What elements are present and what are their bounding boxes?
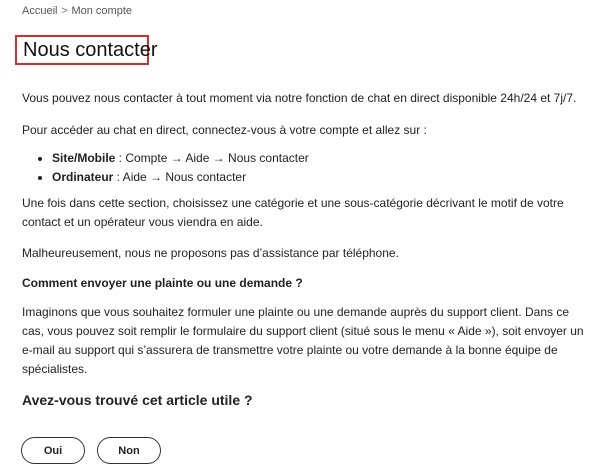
paragraph-category: Une fois dans cette section, choisissez une catégorie et une sous-catégorie décrivant le motif de votre contact et un opérateur vous viendra en aide.: [22, 196, 564, 229]
list-item: [36, 149, 309, 168]
list-item-text: : Aide → Nous contacter: [113, 170, 247, 184]
chevron-right-icon: >: [61, 5, 68, 17]
breadcrumb-current-link[interactable]: Mon compte: [71, 5, 132, 17]
feedback-no-button[interactable]: Non: [97, 437, 161, 464]
breadcrumb: [22, 5, 132, 17]
section-heading-complaint: Comment envoyer une plainte ou une demande ?: [22, 276, 303, 290]
paragraph-no-phone: Malheureusement, nous ne proposons pas d’assistance par téléphone.: [22, 246, 399, 260]
feedback-yes-button[interactable]: Oui: [21, 437, 85, 464]
list-item-label: Ordinateur: [52, 170, 114, 184]
list-item: [36, 168, 309, 187]
list-item-label: Site/Mobile: [52, 151, 116, 165]
paragraph-access-chat: Pour accéder au chat en direct, connectez-vous à votre compte et allez sur :: [22, 123, 427, 137]
paragraph-complaint: Imaginons que vous souhaitez formuler une plainte ou une demande auprès du support client. Dans ce cas, vous pouvez soit remplir le formulaire du support client (situé sous le menu « Aide »), soit envoyer un e-mail au support qui s’assurera de transmettre votre plainte ou votre demande à la bonne équipe de spécialistes.: [22, 305, 584, 376]
breadcrumb-home-link[interactable]: Accueil: [22, 5, 58, 17]
paragraph-live-chat: Vous pouvez nous contacter à tout moment via notre fonction de chat en direct disponible 24h/24 et 7j/7.: [22, 91, 577, 105]
page-title: Nous contacter: [23, 39, 158, 61]
feedback-question: Avez-vous trouvé cet article utile ?: [22, 392, 253, 408]
list-item-text: : Compte → Aide → Nous contacter: [115, 151, 309, 165]
navigation-path-list: [36, 149, 309, 187]
